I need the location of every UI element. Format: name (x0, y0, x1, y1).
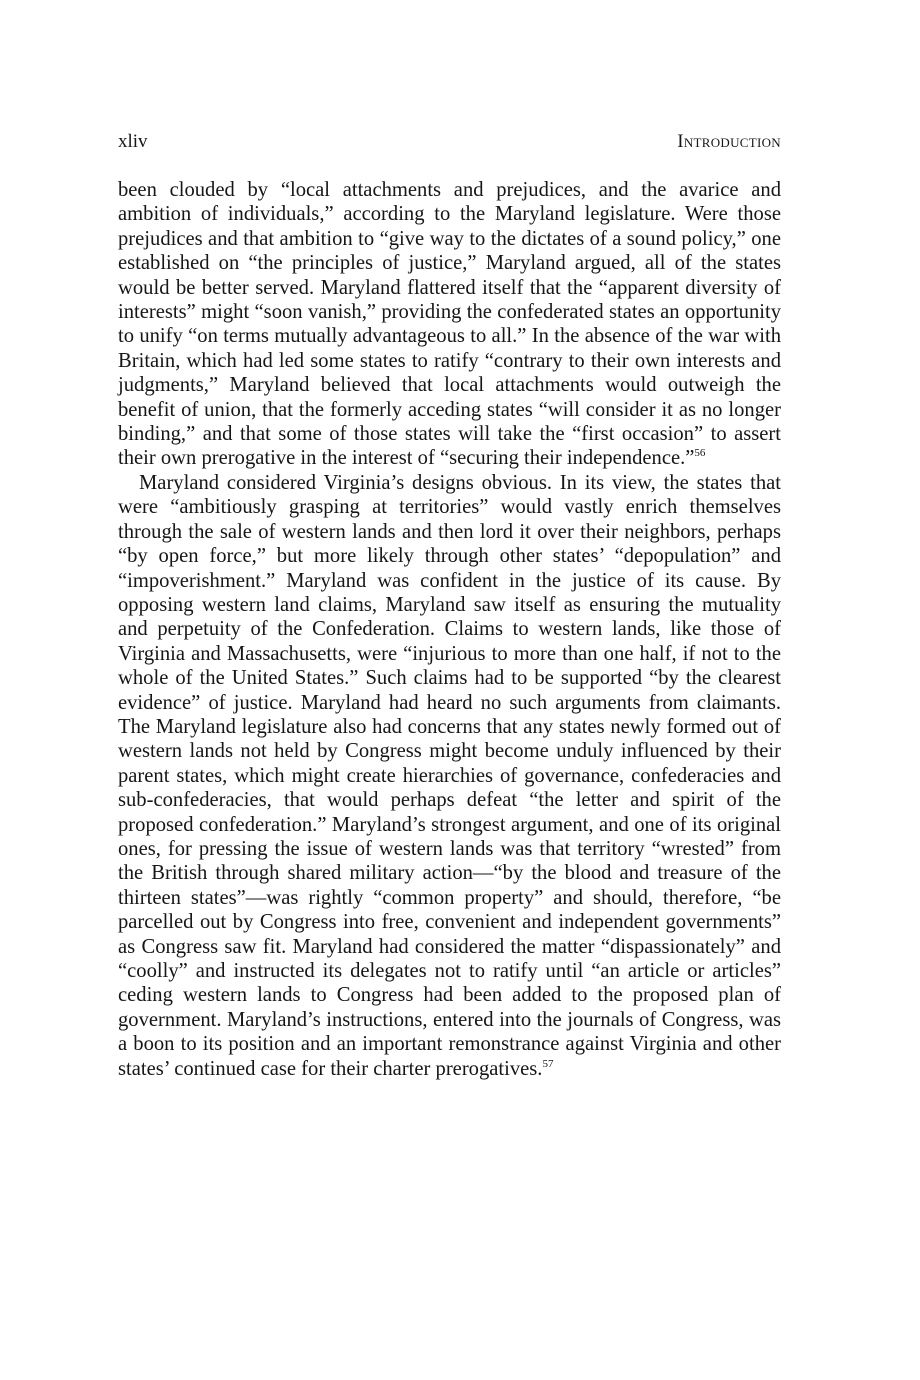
footnote-reference: 57 (542, 1057, 554, 1070)
section-title: Introduction (677, 131, 781, 152)
body-text (118, 178, 781, 1081)
running-head (118, 130, 781, 154)
footnote-reference: 56 (694, 447, 706, 460)
page-number: xliv (118, 131, 148, 152)
paragraph-text: been clouded by “local attachments and prejudices, and the avarice and ambition of individuals,” according to the Maryland legislature. Were those prejudices and that ambition to “give way to the dictates of a sound policy,” one established on “the principles of justice,” Maryland argued, all of the states would be better served. Maryland flattered itself that the “apparent diversity of interests” might “soon vanish,” providing the confederated states an opportunity to unify “on terms mutually advantageous to all.” In the absence of the war with Britain, which had led some states to ratify “contrary to their own interests and judgments,” Maryland believed that local attachments would outweigh the benefit of union, that the formerly acceding states “will consider it as no longer binding,” and that some of those states will take the “first occasion” to assert their own prerogative in the interest of “securing their independence.” (118, 179, 781, 470)
paragraph (118, 178, 781, 471)
paragraph-text: Maryland considered Virginia’s designs obvious. In its view, the states that were “ambitiously grasping at territories” would vastly enrich themselves through the sale of western lands and then lord it over their neighbors, perhaps “by open force,” but more likely through other states’ “depopulation” and “impoverishment.” Maryland was confident in the justice of its cause. By opposing western land claims, Maryland saw itself as ensuring the mutuality and perpetuity of the Confederation. Claims to western lands, like those of Virginia and Massachusetts, were “injurious to more than one half, if not to the whole of the United States.” Such claims had to be supported “by the clearest evidence” of justice. Maryland had heard no such arguments from claimants. The Maryland legislature also had concerns that any states newly formed out of western lands not held by Congress might become unduly influenced by their parent states, which might create hierarchies of governance, confederacies and sub-confederacies, that would perhaps defeat “the letter and spirit of the proposed confederation.” Maryland’s strongest argument, and one of its original ones, for pressing the issue of western lands was that territory “wrested” from the British through shared military action—“by the blood and treasure of the thirteen states”—was rightly “common property” and should, therefore, “be parcelled out by Congress into free, convenient and independent governments” as Congress saw fit. Maryland had considered the matter “dispassionately” and “coolly” and instructed its delegates not to ratify until “an article or articles” ceding western lands to Congress had been added to the proposed plan of government. Maryland’s instructions, entered into the journals of Congress, was a boon to its position and an important remonstrance against Virginia and other states’ continued case for their charter prerogatives. (118, 471, 781, 1080)
paragraph (118, 471, 781, 1081)
